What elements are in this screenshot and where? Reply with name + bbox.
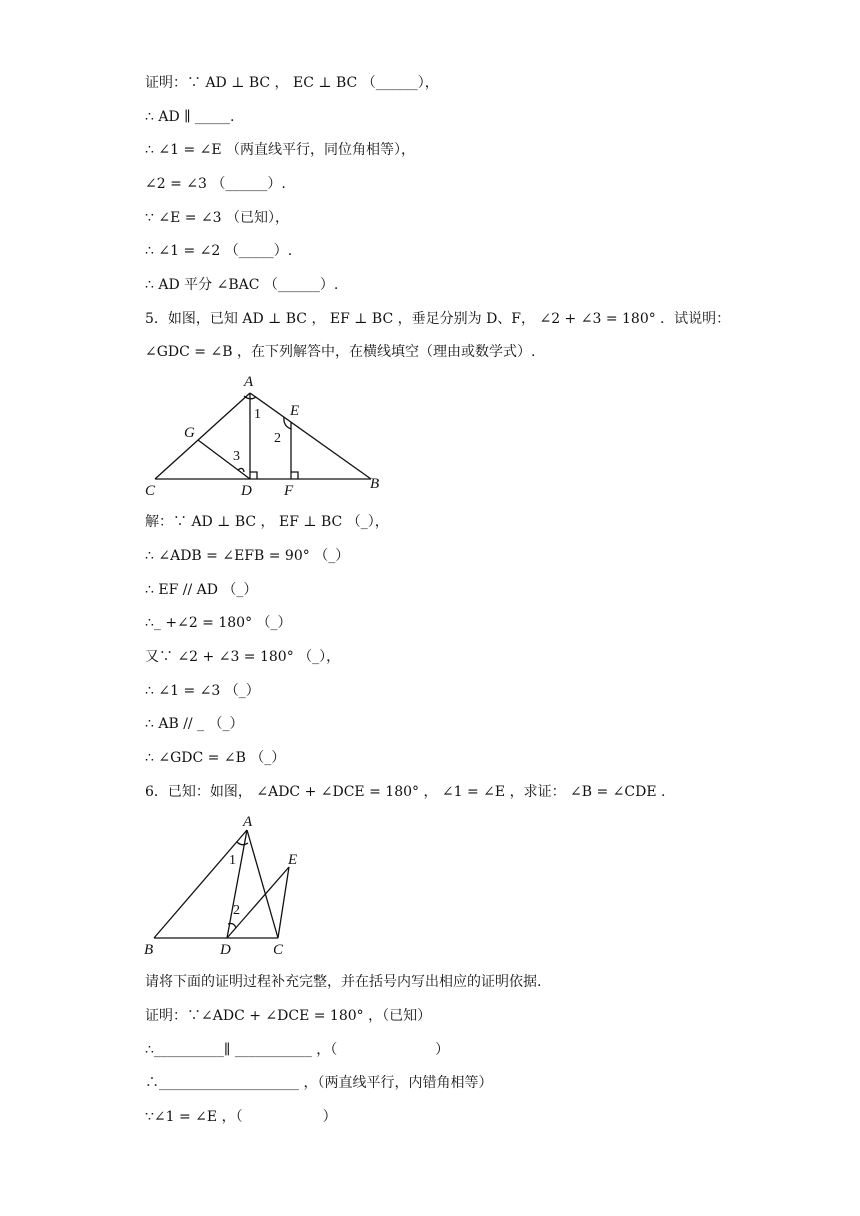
proof4-line-4: ∠2 = ∠3 （______）.: [145, 176, 286, 192]
q6-figure: [140, 812, 330, 960]
q5-label-3: 3: [233, 449, 240, 464]
proof4-line-7: ∴ AD 平分 ∠BAC （______）.: [145, 277, 339, 293]
q5-solution-line-3: ∴ EF // AD （_）: [145, 582, 258, 598]
q5-solution-line-6: ∴ ∠1 = ∠3 （_）: [145, 683, 260, 699]
q5-label-F: F: [284, 483, 294, 499]
q5-solution-line-4: ∴_ +∠2 = 180° （_）: [145, 615, 292, 631]
q5-label-G: G: [184, 425, 195, 441]
proof4-line-2: ∴ AD ∥ _____.: [145, 109, 235, 125]
q6-label-E: E: [288, 852, 298, 868]
q5-label-2: 2: [274, 431, 281, 446]
q6-stem: 6．已知：如图， ∠ADC + ∠DCE = 180° ， ∠1 = ∠E ，求证： ∠B = ∠CDE .: [145, 784, 666, 800]
q5-solution-line-2: ∴ ∠ADB = ∠EFB = 90° （_）: [145, 548, 350, 564]
q6-label-B: B: [144, 942, 154, 958]
proof4-line-6: ∴ ∠1 = ∠2 （_____）.: [145, 243, 293, 259]
q5-stem-line-2: ∠GDC = ∠B ，在下列解答中，在横线填空（理由或数学式）.: [145, 344, 536, 360]
proof4-line-3: ∴ ∠1 = ∠E （两直线平行，同位角相等），: [145, 142, 416, 158]
q6-label-C: C: [273, 942, 284, 958]
q5-solution-line-8: ∴ ∠GDC = ∠B （_）: [145, 750, 286, 766]
q5-solution-line-7: ∴ AB // _ （_）: [145, 716, 244, 732]
q5-label-E: E: [290, 403, 300, 419]
q5-figure: [140, 368, 390, 500]
q5-label-B: B: [370, 476, 380, 492]
q5-stem-line-1: 5．如图，已知 AD ⊥ BC ， EF ⊥ BC ，垂足分别为 D、F， ∠2 + ∠3 = 180° ．试说明：: [145, 311, 731, 327]
q5-label-D: D: [241, 483, 252, 499]
proof4-line-1: 证明：∵ AD ⊥ BC ， EC ⊥ BC （______），: [145, 75, 439, 91]
q6-proof-line-3: ∴____________________ ，（两直线平行，内错角相等）: [145, 1075, 493, 1091]
q6-label-A: A: [243, 814, 253, 830]
q6-proof-line-4: ∵∠1 = ∠E ，（ ）: [145, 1109, 337, 1125]
q5-label-1: 1: [254, 407, 261, 422]
q5-solution-line-5: 又∵ ∠2 + ∠3 = 180° （_），: [145, 649, 341, 665]
q6-label-1: 1: [229, 853, 236, 868]
q6-proof-line-2: ∴__________∥ ___________ ，（ ）: [145, 1042, 450, 1058]
q6-label-D: D: [220, 942, 231, 958]
q5-label-A: A: [244, 374, 254, 390]
proof4-line-5: ∵ ∠E = ∠3 （已知），: [145, 210, 290, 226]
q6-instruction: 请将下面的证明过程补充完整，并在括号内写出相应的证明依据.: [145, 974, 542, 990]
q5-solution-line-1: 解：∵ AD ⊥ BC ， EF ⊥ BC （_），: [145, 514, 389, 530]
q6-proof-line-1: 证明：∵∠ADC + ∠DCE = 180° ，（已知）: [145, 1008, 432, 1024]
q5-label-C: C: [145, 483, 156, 499]
q6-label-2: 2: [233, 903, 240, 918]
